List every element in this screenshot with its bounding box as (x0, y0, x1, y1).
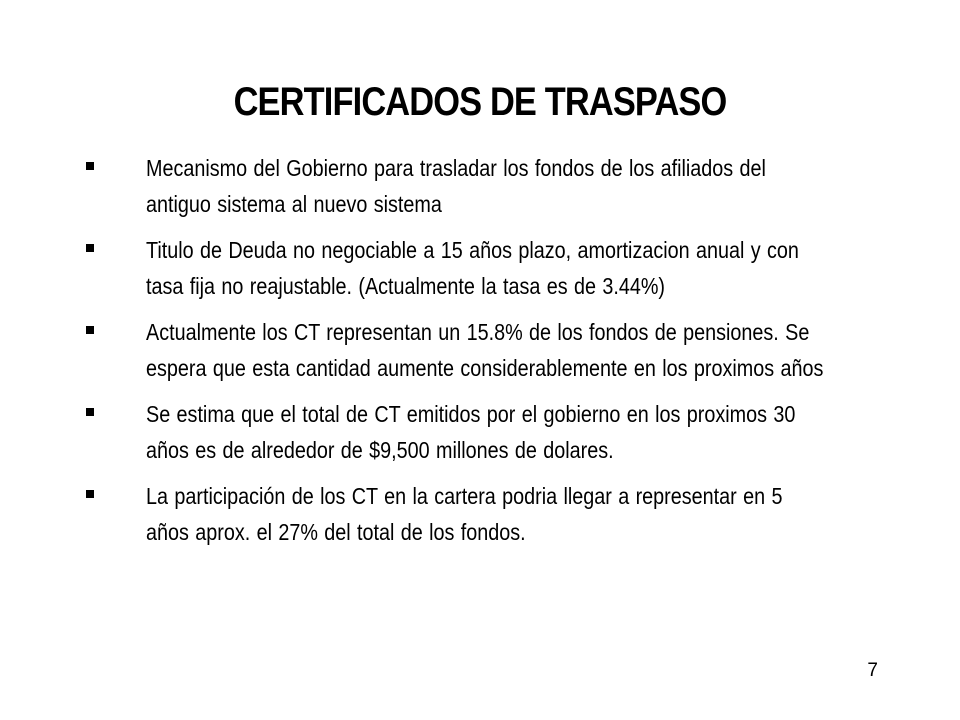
bullet-item (82, 478, 882, 550)
bullet-text: Se estima que el total de CT emitidos por el gobierno en los proximos 30 años es de alrededor de $9,500 millones de dolares. (146, 401, 796, 463)
bullet-item (82, 232, 882, 304)
square-bullet-icon (86, 326, 94, 334)
bullet-list (82, 150, 882, 560)
bullet-text: Titulo de Deuda no negociable a 15 años plazo, amortizacion anual y con tasa fija no reajustable. (Actualmente la tasa es de 3.44%) (146, 237, 799, 299)
square-bullet-icon (86, 162, 94, 170)
page-number: 7 (867, 660, 878, 681)
slide-title: CERTIFICADOS DE TRASPASO (233, 80, 727, 124)
bullet-text: Mecanismo del Gobierno para trasladar los fondos de los afiliados del antiguo sistema al nuevo sistema (146, 155, 766, 217)
bullet-item (82, 150, 882, 222)
bullet-item (82, 396, 882, 468)
bullet-item (82, 314, 882, 386)
square-bullet-icon (86, 244, 94, 252)
bullet-text: Actualmente los CT representan un 15.8% de los fondos de pensiones. Se espera que esta cantidad aumente considerablemente en los proximos años (146, 319, 824, 381)
square-bullet-icon (86, 490, 94, 498)
square-bullet-icon (86, 408, 94, 416)
bullet-text: La participación de los CT en la cartera podria llegar a representar en 5 años aprox. el 27% del total de los fondos. (146, 483, 783, 545)
